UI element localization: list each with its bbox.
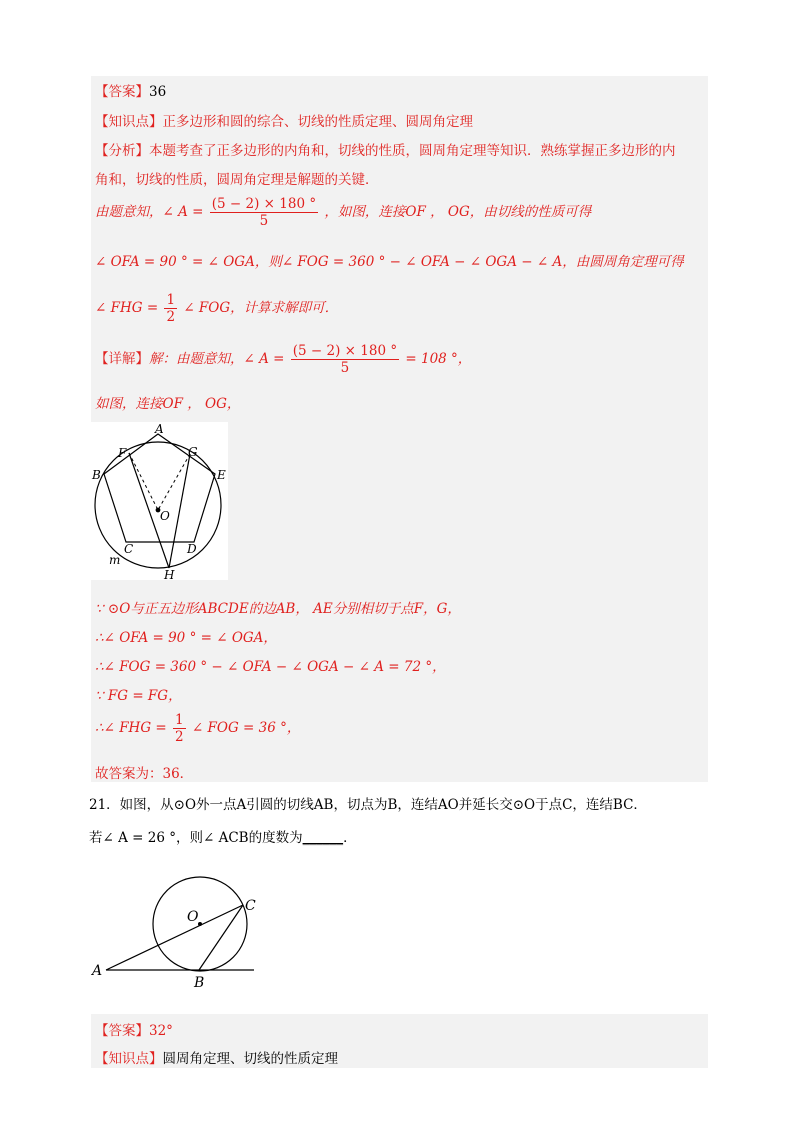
analysis-tag: 【分析】 xyxy=(95,143,149,159)
label-F: F xyxy=(118,446,127,460)
fraction-interior-angle xyxy=(210,196,318,229)
q20-analysis-line3 xyxy=(95,196,591,229)
label-C: C xyxy=(245,898,256,914)
label-B: B xyxy=(194,975,205,991)
step-5-prefix: ∴∠ FHG = xyxy=(95,720,167,736)
q20-final-answer xyxy=(95,762,193,782)
detail-suffix: = 108 °， xyxy=(405,351,472,367)
q21-line2 xyxy=(89,826,357,846)
step-1-text: ∵ ⊙O与正五边形ABCDE的边AB， AE分别相切于点F，G， xyxy=(95,601,461,617)
label-G: G xyxy=(188,445,198,459)
label-A: A xyxy=(92,963,103,979)
fraction-denominator: 5 xyxy=(259,213,269,229)
step-5-numerator: 1 xyxy=(175,712,184,728)
q20-step1 xyxy=(95,597,461,617)
q21-answer-tag: 【答案】 xyxy=(95,1023,149,1039)
half-denominator: 2 xyxy=(166,309,176,325)
fhg-prefix: ∠ FHG = xyxy=(95,300,159,316)
q21-text-2: 若∠ A = 26 °，则∠ ACB的度数为 xyxy=(89,830,303,846)
q20-analysis-line4 xyxy=(95,250,684,270)
q20-step4 xyxy=(95,684,182,704)
label-B: B xyxy=(92,468,101,482)
answer-value: 36 xyxy=(149,84,167,100)
step-5-fraction xyxy=(173,712,186,745)
step-3-text: ∴∠ FOG = 360 ° − ∠ OFA − ∠ OGA − ∠ A = 72 °， xyxy=(95,659,446,675)
q21-text-1: 21．如图，从⊙O外一点A引圆的切线AB，切点为B，连结AO并延长交⊙O于点C，连结BC． xyxy=(89,797,647,813)
label-A: A xyxy=(155,422,164,436)
pentagon-circle-diagram xyxy=(91,422,228,580)
step-4-text: ∵ FG = FG， xyxy=(95,688,182,704)
label-C: C xyxy=(124,542,134,556)
fraction-numerator: (5 − 2) × 180 ° xyxy=(211,196,317,212)
label-E: E xyxy=(217,468,226,482)
q20-analysis-line5 xyxy=(95,292,338,325)
q20-analysis-line2 xyxy=(95,168,379,188)
label-O: O xyxy=(160,509,170,523)
knowledge-tag: 【知识点】 xyxy=(95,114,163,130)
q20-step5 xyxy=(95,712,300,745)
label-D: D xyxy=(187,542,197,556)
q20-answer-line xyxy=(95,80,166,100)
final-answer-text: 故答案为：36． xyxy=(95,766,194,782)
label-H: H xyxy=(164,568,175,580)
q20-detail-line1 xyxy=(95,343,471,376)
q20-detail-line2 xyxy=(95,392,240,412)
tangent-circle-diagram xyxy=(88,860,278,995)
q21-knowledge-line xyxy=(95,1047,338,1067)
q21-figure xyxy=(88,860,278,995)
q21-knowledge-text: 圆周角定理、切线的性质定理 xyxy=(162,1051,338,1067)
q20-step2 xyxy=(95,626,277,646)
knowledge-text: 正多边形和圆的综合、切线的性质定理、圆周角定理 xyxy=(162,114,473,130)
angle-a-prefix: 由题意知，∠ A = xyxy=(95,204,204,220)
answer-tag: 【答案】 xyxy=(95,84,149,100)
answer-blank: ______ xyxy=(302,830,344,846)
analysis-line4-text: ∠ OFA = 90 ° = ∠ OGA，则∠ FOG = 360 ° − ∠ OFA − ∠ OGA − ∠ A，由圆周角定理可得 xyxy=(95,254,684,270)
analysis-line3-suffix: ，如图，连接OF ， OG，由切线的性质可得 xyxy=(324,204,592,220)
half-numerator: 1 xyxy=(166,292,176,308)
analysis-text-2: 角和，切线的性质，圆周角定理是解题的关键． xyxy=(95,172,379,188)
q21-line1 xyxy=(89,793,647,813)
q21-answer-line xyxy=(95,1019,173,1039)
q20-knowledge-line xyxy=(95,110,473,130)
detail-fraction xyxy=(291,343,399,376)
detail-line2-text: 如图，连接OF ， OG， xyxy=(95,396,241,412)
detail-prefix: 解：由题意知，∠ A = xyxy=(149,351,285,367)
q20-analysis-line1 xyxy=(95,139,676,159)
detail-fraction-numerator: (5 − 2) × 180 ° xyxy=(292,343,398,359)
fhg-suffix: ∠ FOG，计算求解即可． xyxy=(183,300,339,316)
analysis-text-1: 本题考查了正多边形的内角和，切线的性质，圆周角定理等知识．熟练掌握正多边形的内 xyxy=(149,143,676,159)
step-2-text: ∴∠ OFA = 90 ° = ∠ OGA， xyxy=(95,630,277,646)
label-O: O xyxy=(187,909,199,925)
label-m: m xyxy=(109,553,121,567)
q21-text-2-end: ． xyxy=(343,830,357,846)
q21-knowledge-tag: 【知识点】 xyxy=(95,1051,163,1067)
q21-answer-value: 32° xyxy=(149,1023,173,1039)
q20-figure xyxy=(91,422,228,580)
detail-tag: 【详解】 xyxy=(95,351,149,367)
fraction-half xyxy=(164,292,177,325)
q20-step3 xyxy=(95,655,446,675)
detail-fraction-denominator: 5 xyxy=(340,360,350,376)
step-5-suffix: ∠ FOG = 36 °， xyxy=(191,720,301,736)
step-5-denominator: 2 xyxy=(175,729,184,745)
